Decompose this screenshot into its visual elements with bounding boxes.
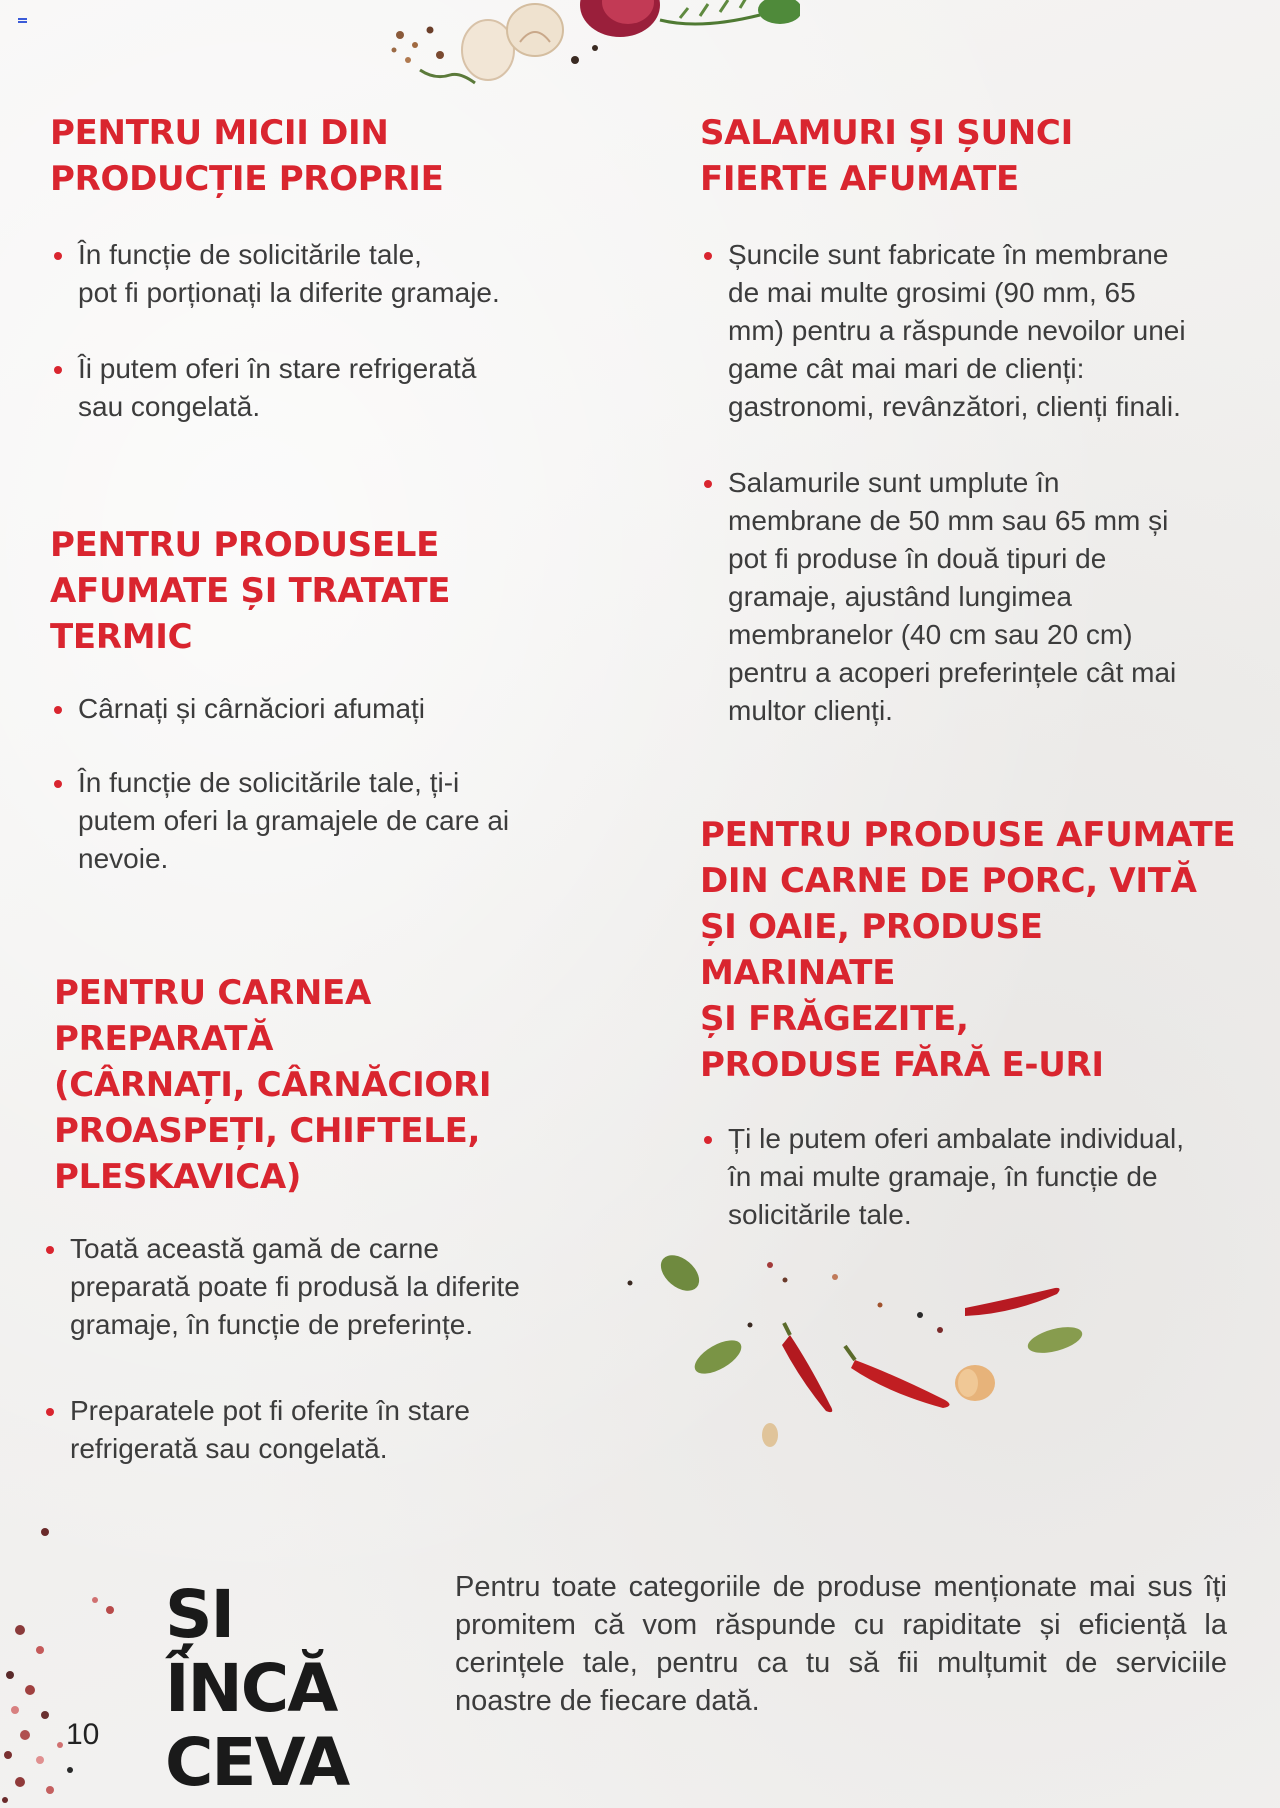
chili-peppers-illustration	[620, 1245, 1100, 1465]
list-item: În funcție de solicitările tale, pot fi porționați la diferite gramaje.	[50, 236, 610, 312]
list-item: În funcție de solicitările tale, ți-i putem oferi la gramajele de care ai nevoie.	[50, 764, 610, 878]
section-heading: PENTRU PRODUSELE AFUMATE ȘI TRATATE TERMIC	[50, 525, 451, 657]
menu-icon[interactable]	[18, 18, 27, 25]
section-afumate-tratate	[50, 522, 610, 878]
section-produse-afumate	[700, 812, 1240, 1234]
bullet-list	[50, 236, 610, 426]
extra-paragraph: Pentru toate categoriile de produse menționate mai sus îți promitem că vom răspunde cu rapiditate și eficiență la cerințele tale, pentru ca tu să fii mulțumit de serviciile noastre de fiecare dată.	[455, 1571, 1227, 1717]
section-salamuri	[700, 110, 1240, 730]
page-number: 10	[66, 1718, 100, 1751]
list-item: Salamurile sunt umplute în membrane de 50 mm sau 65 mm și pot fi produse în două tipuri de gramaje, ajustând lungimea membranelor (40 cm sau 20 cm) pentru a acoperi preferințele cât mai multor clienți.	[700, 464, 1240, 730]
list-item: Toată această gamă de carne preparată poate fi produsă la diferite gramaje, în funcție de preferințe.	[42, 1230, 614, 1344]
extra-title: ȘI ÎNCĂ CEVA	[165, 1576, 349, 1801]
bullet-list	[700, 236, 1240, 730]
list-item: Șuncile sunt fabricate în membrane de mai multe grosimi (90 mm, 65 mm) pentru a răspunde nevoilor unei game cât mai mari de clienți: gastronomi, revânzători, clienți finali.	[700, 236, 1240, 426]
peppercorns-illustration	[0, 1520, 130, 1808]
list-item: Îi putem oferi în stare refrigerată sau congelată.	[50, 350, 610, 426]
list-item: Ți le putem oferi ambalate individual, în mai multe gramaje, în funcție de solicitările tale.	[700, 1120, 1240, 1234]
section-heading: PENTRU MICII DIN PRODUCȚIE PROPRIE	[50, 113, 444, 199]
bullet-list	[700, 1120, 1240, 1234]
section-heading: PENTRU PRODUSE AFUMATE DIN CARNE DE PORC, VITĂ ȘI OAIE, PRODUSE MARINATE ȘI FRĂGEZITE, PRODUSE FĂRĂ E-URI	[700, 815, 1236, 1085]
spices-top-illustration	[380, 0, 800, 115]
list-item: Preparatele pot fi oferite în stare refrigerată sau congelată.	[42, 1392, 614, 1468]
list-item: Cârnați și cârnăciori afumați	[50, 690, 610, 728]
section-carnea-preparata	[54, 970, 614, 1468]
section-micii	[50, 110, 610, 426]
section-heading: SALAMURI ȘI ȘUNCI FIERTE AFUMATE	[700, 113, 1073, 199]
section-heading: PENTRU CARNEA PREPARATĂ (CÂRNAȚI, CÂRNĂCIORI PROASPEȚI, CHIFTELE, PLESKAVICA)	[54, 973, 492, 1197]
bullet-list	[42, 1230, 614, 1468]
bullet-list	[50, 690, 610, 878]
